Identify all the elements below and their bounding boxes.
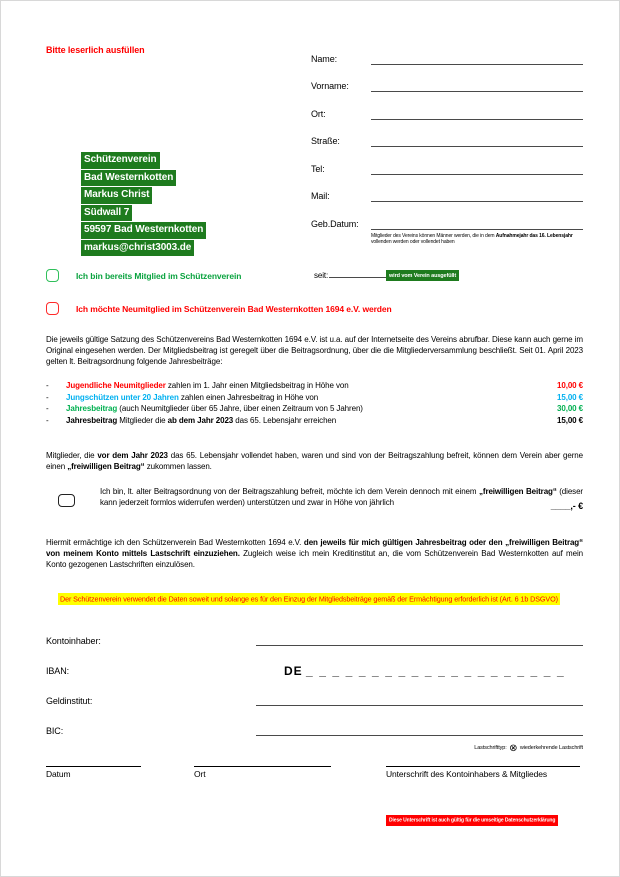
voluntary-checkbox[interactable] [58, 494, 75, 507]
admission-note-text: Mitglieder des Vereins können Männer werden, die in dem [371, 232, 496, 239]
privacy-notice [58, 588, 560, 606]
fee-amount: 30,00 € [557, 404, 583, 414]
ort-input-line[interactable] [371, 91, 583, 120]
voluntary-text-part: Ich bin, lt. alter Beitragsordnung von der Beitragszahlung befreit, möchte ich dem Verein dennoch mit einem [100, 487, 479, 496]
debit-text: Zugleich weise ich mein Kreditinstitut an, die vom Schützenverein Bad Westernkotten auf mein Konto gezogenen Lastschriften einzulösen. [46, 549, 583, 569]
fee-amount: 15,00 € [557, 415, 583, 425]
fee-text: zahlen einen Jahresbeitrag in Höhe von [178, 392, 319, 402]
seit-input-line[interactable] [329, 277, 391, 278]
name-input-line[interactable] [371, 36, 583, 65]
datum-input-line[interactable] [46, 766, 141, 767]
voluntary-text [100, 486, 583, 510]
new-member-checkbox[interactable] [46, 302, 59, 315]
vorname-field-row [311, 65, 583, 93]
exempt-bold: „freiwilligen Beitrag“ [67, 462, 145, 471]
iban-row [46, 653, 583, 683]
ort-input-line[interactable] [194, 766, 331, 767]
address-line [81, 221, 206, 239]
fee-text: das 65. Lebensjahr erreichen [233, 415, 337, 425]
fee-amount: 10,00 € [557, 381, 583, 390]
fee-amount: 15,00 € [557, 392, 583, 402]
datum-signature-field [46, 766, 141, 779]
mail-input-line[interactable] [371, 174, 583, 203]
geldinstitut-input-line[interactable] [256, 705, 583, 706]
geb-datum-label: Geb.Datum: [311, 218, 359, 229]
mail-label: Mail: [311, 191, 330, 201]
bic-label: BIC: [46, 726, 64, 736]
address-line [81, 186, 206, 204]
existing-member-row [46, 269, 583, 287]
geb-datum-input-line[interactable] [371, 201, 583, 230]
address-line [81, 169, 206, 187]
datum-label: Datum [46, 769, 71, 779]
fee-term: Jungschützen unter 20 Jahren [66, 392, 179, 402]
admission-note-text-end: vollenden werden oder vollendet haben [371, 239, 455, 245]
voluntary-contribution-row [58, 486, 583, 510]
admission-note-bold: Aufnahmejahr das 16. Lebensjahr [495, 232, 573, 239]
bic-row [46, 713, 583, 743]
member-since-field [314, 271, 391, 280]
geldinstitut-row [46, 683, 583, 713]
contact-fields-section [311, 37, 583, 246]
bullet-dash: - [46, 392, 49, 402]
new-member-row [46, 302, 583, 320]
exempt-text: das 65. Lebensjahr vollendet haben, waren und sind von der Beitragszahlung befreit, können dem Verein aber gerne einen [46, 451, 584, 471]
fee-row-junior [46, 392, 583, 404]
fees-intro-paragraph: Die jeweils gültige Satzung des Schützenvereins Bad Westernkotten 1694 e.V. ist u.a. auf der Internetseite des Vereins abrufbar. Diese kann auch gerne im Original eingesehen werden. Der Mitgliedsbeitrag ist geregelt über die Beitragsordnung, über die die Mitgliederversammlung beschließt. Seit 01. April 2023 gelten lt. Beitragsordnung folgende Jahresbeiträge: [46, 335, 583, 366]
address-line [81, 204, 206, 222]
lastschrift-label: Lastschrifttyp: [474, 745, 507, 751]
lastschrift-type-note [474, 743, 583, 754]
kontoinhaber-label: Kontoinhaber: [46, 636, 101, 646]
bullet-dash: - [46, 404, 49, 414]
kontoinhaber-row [46, 623, 583, 653]
ort-signature-field [194, 766, 331, 779]
club-address-block [81, 151, 206, 256]
address-line [81, 239, 206, 257]
bank-details-section [46, 623, 583, 754]
name-label: Name: [311, 53, 338, 64]
exempt-bold: vor dem Jahr 2023 [97, 451, 168, 460]
existing-member-label: Ich bin bereits Mitglied im Schützenverein [76, 271, 242, 281]
ort-field-row [311, 92, 583, 120]
fee-term: Jugendliche Neumitglieder [66, 381, 166, 390]
iban-label: IBAN: [46, 666, 70, 676]
fee-text: Mitglieder die [117, 415, 168, 425]
unterschrift-input-line[interactable] [386, 766, 580, 767]
street: Südwall 7 [81, 205, 132, 222]
unterschrift-label: Unterschrift des Kontoinhabers & Mitgliedes [386, 769, 548, 779]
ort-label: Ort: [311, 108, 326, 119]
address-line [81, 151, 206, 169]
kontoinhaber-input-line[interactable] [256, 645, 583, 646]
name-field-row [311, 37, 583, 65]
strasse-field-row [311, 120, 583, 148]
signature-validity-note [386, 808, 558, 826]
voluntary-bold: „freiwilligen Beitrag“ [478, 487, 557, 496]
bullet-dash: - [46, 381, 49, 390]
debit-authorization-paragraph [46, 537, 583, 570]
club-town: Bad Westernkotten [81, 170, 176, 187]
iban-country-prefix: DE [284, 664, 303, 678]
zip-town: 59597 Bad Westernkotten [81, 222, 206, 239]
exempt-text: zukommen lassen. [144, 462, 212, 471]
lastschrift-value: wiederkehrende Lastschrift [519, 745, 583, 751]
tel-field-row [311, 147, 583, 175]
tel-label: Tel: [311, 163, 325, 174]
debit-text: Hiermit ermächtige ich den Schützenverein Bad Westernkotten 1694 e.V. [46, 538, 304, 547]
admission-age-note [371, 233, 583, 246]
strasse-label: Straße: [311, 136, 340, 146]
fee-text-bold: ab dem Jahr 2023 [167, 415, 234, 425]
seit-label: seit: [314, 271, 329, 280]
fee-row-annual [46, 403, 583, 415]
fee-list [46, 380, 583, 426]
exempt-text: Mitglieder, die [46, 451, 98, 460]
geldinstitut-label: Geldinstitut: [46, 696, 93, 706]
fee-text: zahlen im 1. Jahr einen Mitgliedsbeitrag in Höhe von [165, 381, 349, 390]
new-member-label: Ich möchte Neumitglied im Schützenverein Bad Westernkotten 1694 e.V. werden [76, 304, 392, 314]
email: markus@christ3003.de [81, 240, 194, 257]
exemption-paragraph [46, 450, 583, 472]
unterschrift-signature-field [386, 766, 580, 779]
tel-input-line[interactable] [371, 146, 583, 175]
signature-validity-text: Diese Unterschrift ist auch gültig für die umseitige Datenschutzerklärung [386, 815, 558, 826]
voluntary-amount-input[interactable]: ____,- € [545, 501, 583, 512]
club-fills-badge: wird vom Verein ausgefüllt [386, 270, 459, 281]
strasse-input-line[interactable] [371, 119, 583, 148]
existing-member-checkbox[interactable] [46, 269, 59, 282]
vorname-input-line[interactable] [371, 64, 583, 93]
fee-text: (auch Neumitglieder über 65 Jahre, über einen Zeitraum von 5 Jahren) [117, 404, 363, 414]
vorname-label: Vorname: [311, 81, 349, 91]
fee-row-youth [46, 380, 583, 392]
bullet-dash: - [46, 415, 49, 425]
voluntary-text-part: (dieser kann jederzeit formlos widerrufen werden) unterstützen und zwar in Höhe von jährlich [100, 487, 583, 507]
privacy-notice-text: Der Schützenverein verwendet die Daten soweit und solange es für den Einzug der Mitgliedsbeiträge gemäß der Ermächtigung erforderlich ist (Art. 6 1b DSGVO) [60, 594, 558, 603]
bic-input-line[interactable] [256, 735, 583, 736]
crossed-circle-icon: ⊗ [509, 743, 518, 754]
iban-input-blanks[interactable]: _ _ _ _ _ _ _ _ _ _ _ _ _ _ _ _ _ _ _ _ [306, 664, 566, 678]
ort-label: Ort [194, 769, 206, 779]
debit-bold: den jeweils für mich gültigen Jahresbeitrag oder den „freiwilligen Beitrag“ von meinem Konto mittels Lastschrift einzuziehen. [46, 538, 583, 558]
fee-term: Jahresbeitrag [66, 415, 118, 425]
mail-field-row [311, 175, 583, 203]
geb-datum-field-row [311, 202, 583, 230]
fee-row-senior [46, 415, 583, 427]
club-name: Schützenverein [81, 152, 160, 169]
contact-person: Markus Christ [81, 187, 152, 204]
signature-section [46, 766, 583, 836]
fee-term: Jahresbeitrag [66, 404, 118, 414]
fill-legibly-instruction: Bitte leserlich ausfüllen [46, 45, 145, 55]
